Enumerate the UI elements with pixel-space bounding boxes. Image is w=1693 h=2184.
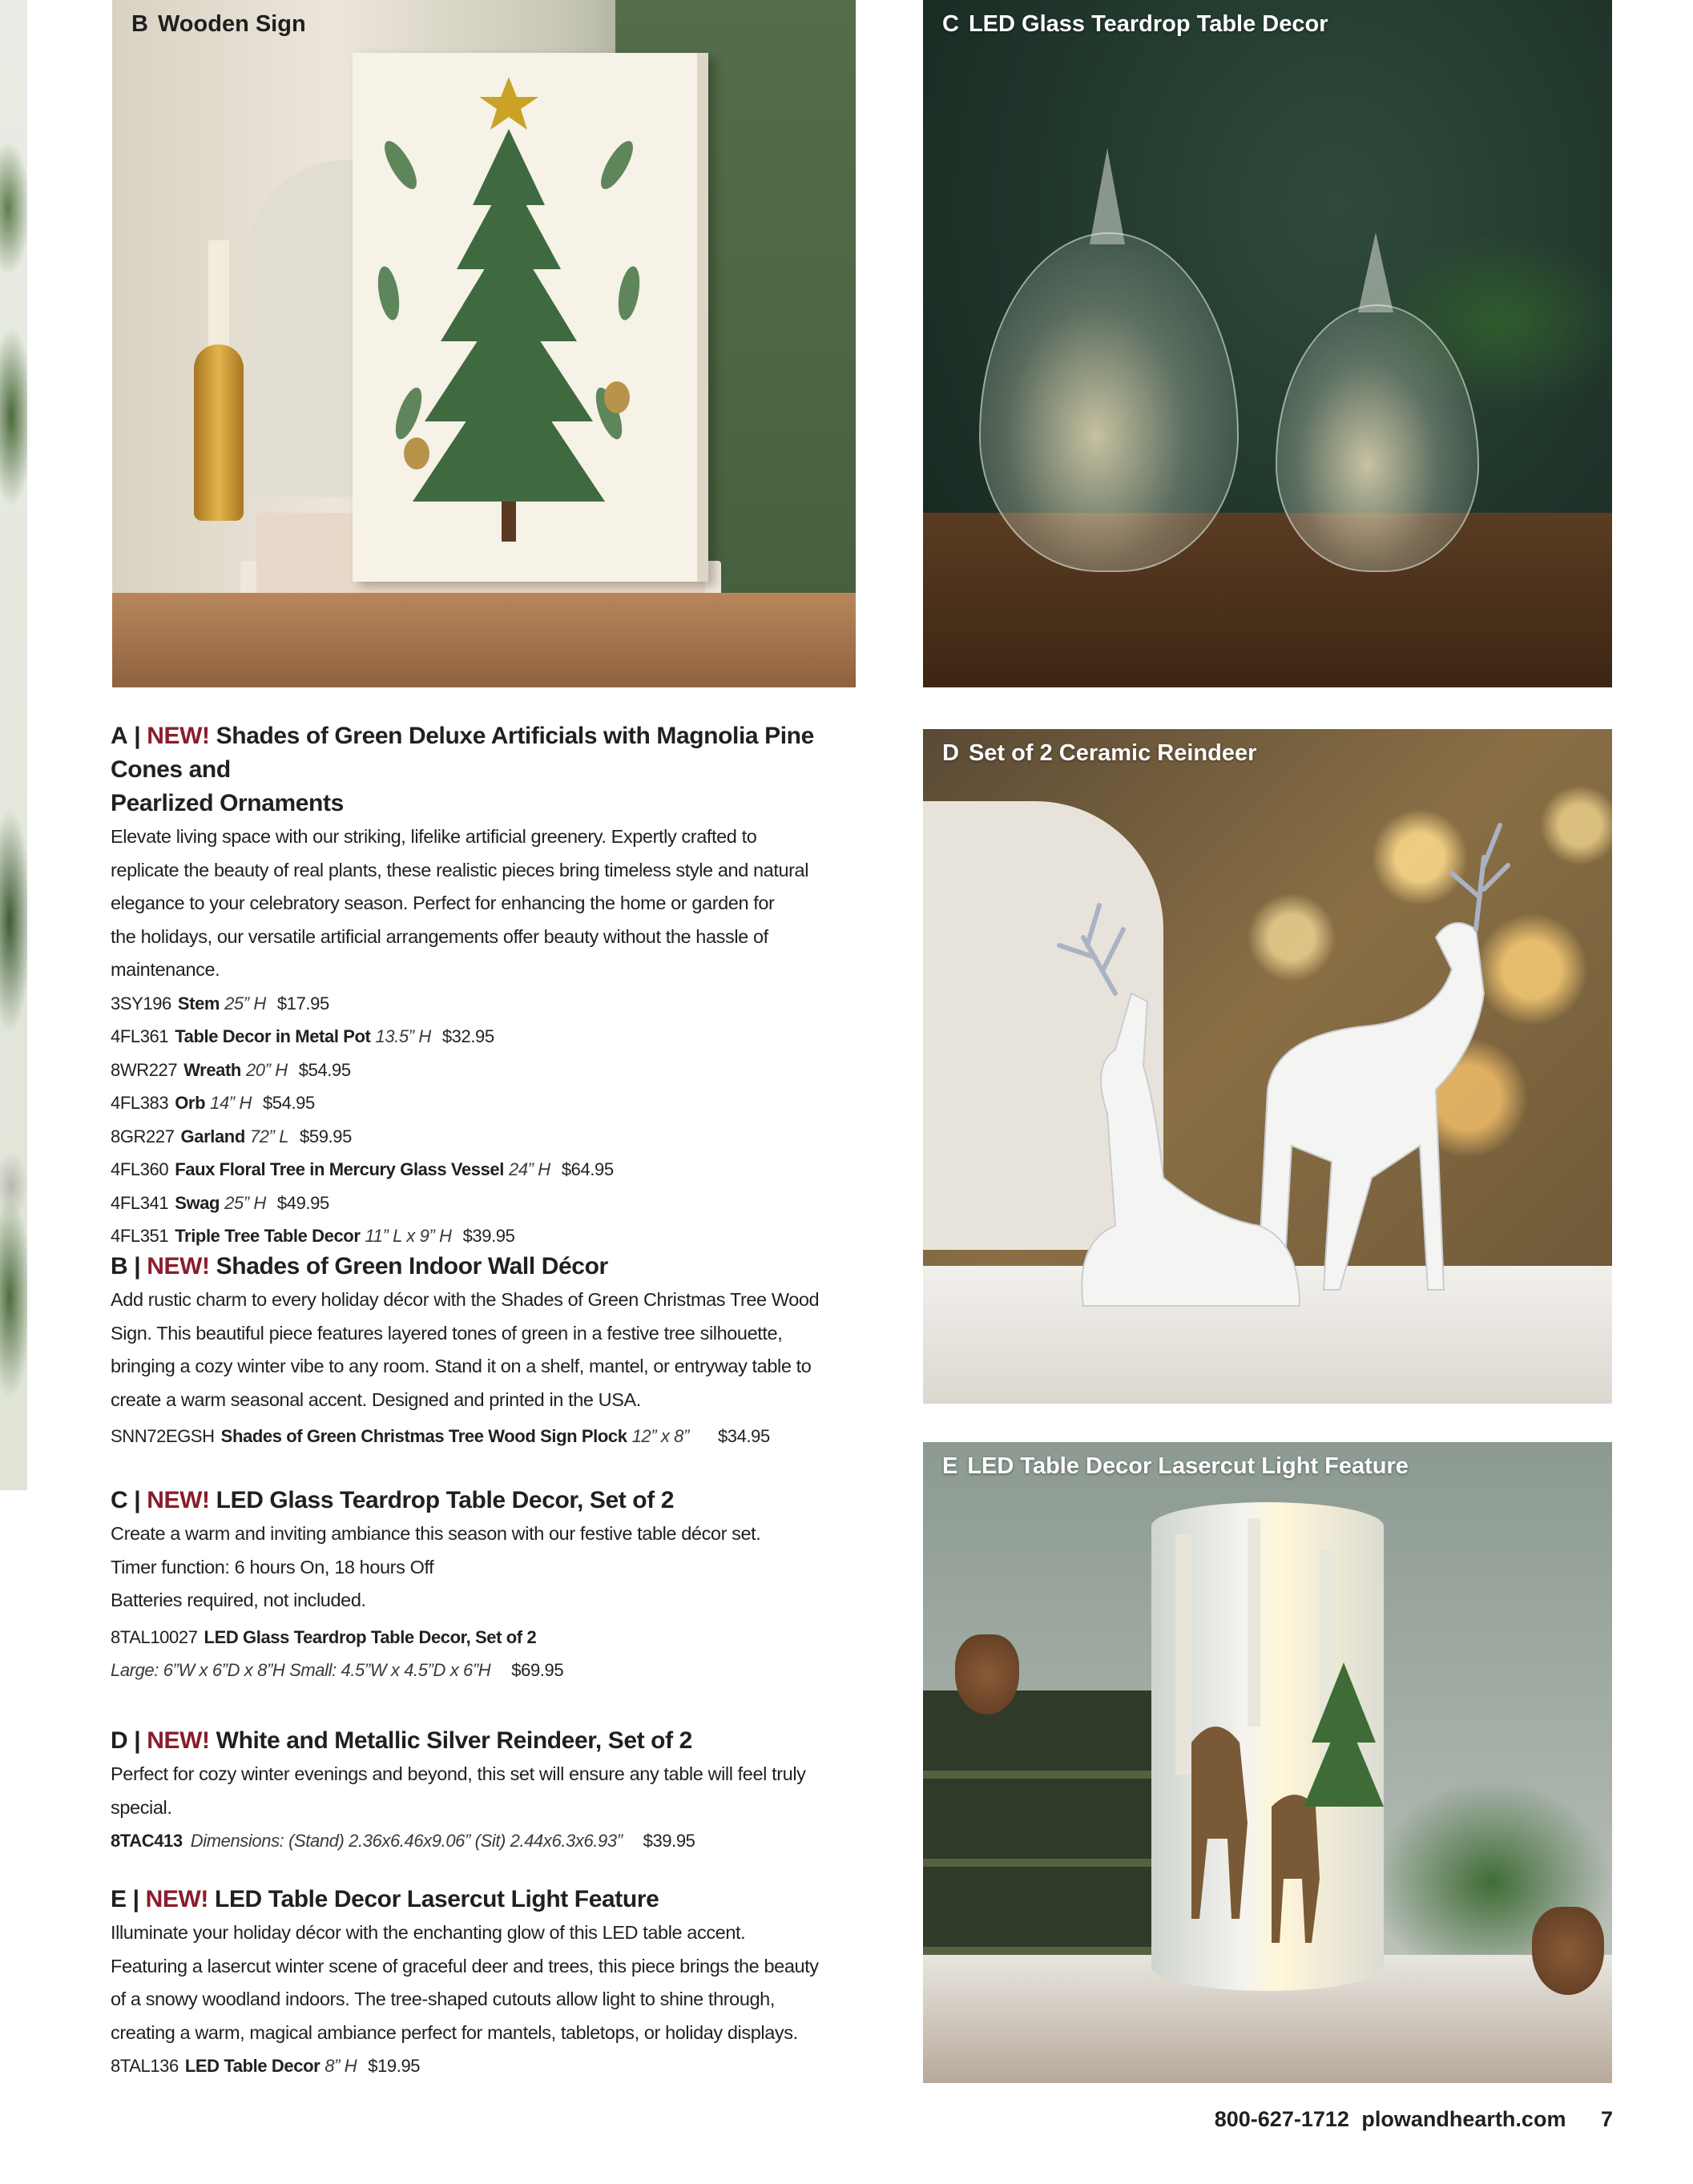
photo-label-c: C LED Glass Teardrop Table Decor	[942, 11, 1328, 37]
sku-line: 8WR227 Wreath 20” H $54.95	[111, 1059, 351, 1080]
footer-phone[interactable]: 800-627-1712	[1214, 2107, 1349, 2131]
product-b-section	[111, 1250, 860, 1453]
tree-sign-graphic	[353, 53, 708, 582]
new-badge: NEW!	[145, 1886, 209, 1912]
product-b-title: B | NEW! Shades of Green Indoor Wall Décor	[111, 1253, 608, 1279]
photo-label-e: E LED Table Decor Lasercut Light Feature	[942, 1453, 1409, 1479]
product-e-description: Illuminate your holiday décor with the enchanting glow of this LED table accent. Featuring a lasercut winter scene of graceful deer and trees, this piece brings the beauty of a snowy woodland indoors. The tree-shaped cutouts allow light to shine through, creating a warm, magical ambiance perfect for mantels, tabletops, or holiday displays.	[111, 1922, 819, 2043]
new-badge: NEW!	[147, 1727, 210, 1754]
sku-line: 4FL361 Table Decor in Metal Pot 13.5” H $32.95	[111, 1026, 494, 1046]
sku-line: 4FL360 Faux Floral Tree in Mercury Glass Vessel 24” H $64.95	[111, 1159, 614, 1179]
photo-wooden-sign	[112, 0, 856, 687]
product-d-title: D | NEW! White and Metallic Silver Reindeer, Set of 2	[111, 1727, 692, 1754]
product-e-section	[111, 1883, 860, 2083]
photo-label-b: B Wooden Sign	[131, 11, 306, 37]
adjacent-page-photo	[0, 0, 27, 1490]
product-e-title: E | NEW! LED Table Decor Lasercut Light Feature	[111, 1886, 659, 1912]
sku-line: 4FL341 Swag 25” H $49.95	[111, 1192, 329, 1213]
product-c-section	[111, 1484, 860, 1687]
sku-line: 8TAL10027 LED Glass Teardrop Table Decor, Set of 2	[111, 1626, 537, 1647]
photo-lasercut-light	[923, 1442, 1612, 2083]
footer-website[interactable]: plowandhearth.com	[1361, 2107, 1566, 2131]
lasercut-cylinder	[1151, 1502, 1384, 1991]
product-a-description: Elevate living space with our striking, lifelike artificial greenery. Expertly crafted to replicate the beauty of real plants, these realistic pieces bring timeless style and natural elegance to your celebratory season. Perfect for enhancing the home or garden for the holidays, our versatile artificial arrangements offer beauty without the hassle of maintenance.	[111, 826, 809, 980]
sku-line: 8GR227 Garland 72” L $59.95	[111, 1126, 352, 1146]
new-badge: NEW!	[147, 723, 210, 749]
new-badge: NEW!	[147, 1487, 210, 1513]
product-d-section	[111, 1724, 860, 1858]
sku-line: 8TAC413 Dimensions: (Stand) 2.36x6.46x9.06” (Sit) 2.44x6.3x6.93” $39.95	[111, 1831, 695, 1851]
photo-label-d: D Set of 2 Ceramic Reindeer	[942, 740, 1257, 766]
page-footer	[1215, 2107, 1613, 2132]
page-number: 7	[1600, 2107, 1613, 2131]
product-c-description: Create a warm and inviting ambiance this season with our festive table décor set. Timer function: 6 hours On, 18 hours Off Batteries required, not included.	[111, 1523, 761, 1610]
new-badge: NEW!	[147, 1253, 210, 1279]
product-b-description: Add rustic charm to every holiday décor with the Shades of Green Christmas Tree Wood Sign. This beautiful piece features layered tones of green in a festive tree silhouette, bringing a cozy winter vibe to any room. Stand it on a shelf, mantel, or entryway table to create a warm seasonal accent. Designed and printed in the USA.	[111, 1289, 820, 1410]
product-a-title: A | NEW! Shades of Green Deluxe Artificials with Magnolia Pine Cones and Pearlized Ornaments	[111, 723, 814, 816]
sku-line: 4FL383 Orb 14” H $54.95	[111, 1093, 315, 1113]
photo-ceramic-reindeer	[923, 729, 1612, 1404]
sku-line: 3SY196 Stem 25” H $17.95	[111, 993, 329, 1013]
sku-dimensions-line: Large: 6”W x 6”D x 8”H Small: 4.5”W x 4.5”D x 6”H $69.95	[111, 1660, 564, 1680]
photo-led-teardrop	[923, 0, 1612, 687]
teardrop-large	[979, 232, 1239, 572]
product-a-section	[111, 719, 860, 1253]
product-a-item-list	[111, 987, 860, 1253]
sku-line: SNN72EGSH Shades of Green Christmas Tree Wood Sign Plock 12” x 8” $34.95	[111, 1426, 770, 1446]
product-c-title: C | NEW! LED Glass Teardrop Table Decor, Set of 2	[111, 1487, 675, 1513]
product-d-description: Perfect for cozy winter evenings and beyond, this set will ensure any table will feel truly special.	[111, 1763, 806, 1818]
sku-line: 8TAL136 LED Table Decor 8” H $19.95	[111, 2056, 421, 2076]
sku-line: 4FL351 Triple Tree Table Decor 11” L x 9” H $39.95	[111, 1226, 515, 1246]
reindeer-graphic	[923, 729, 1612, 1404]
